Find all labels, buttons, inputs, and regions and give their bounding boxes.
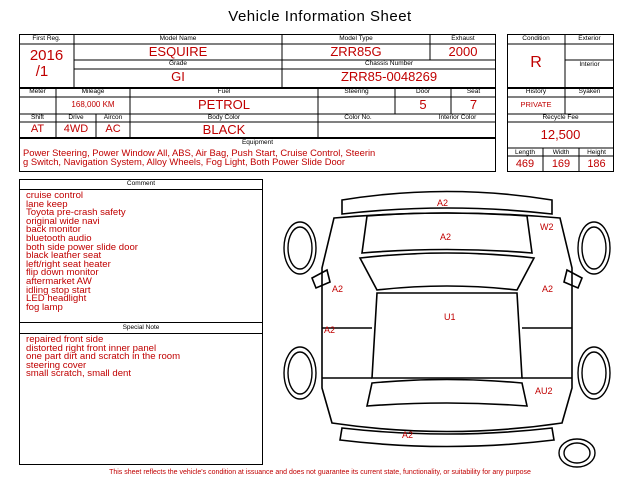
special-note-label: Special Note	[20, 324, 262, 334]
meter-label: Meter	[29, 88, 46, 95]
tire-front-left	[284, 222, 316, 274]
sheet-title: Vehicle Information Sheet	[228, 8, 412, 25]
comment-item: lane keep	[26, 198, 68, 210]
first-reg-label: First Reg.	[32, 35, 61, 42]
comment-box	[19, 179, 263, 323]
comment-item: back monitor	[26, 224, 81, 236]
grade-label: Grade	[168, 60, 188, 67]
equipment-label: Equipment	[241, 139, 274, 146]
mark-right-rear: AU2	[535, 386, 553, 396]
mark-front-right: W2	[540, 222, 554, 232]
mark-left-fender: A2	[332, 284, 344, 294]
body-outline	[322, 213, 572, 432]
shift-value: AT	[30, 123, 45, 135]
model-type-value: ZRR85G	[330, 44, 382, 59]
mark-left-door: A2	[324, 325, 336, 335]
syaken-label: Syaken	[578, 88, 601, 95]
aircon-value: AC	[105, 123, 121, 135]
comment-label: Comment	[20, 180, 262, 190]
comment-item: bluetooth audio	[26, 232, 92, 244]
body-color-value: BLACK	[202, 122, 246, 137]
special-note-item: steering cover	[26, 359, 87, 371]
mark-roof: U1	[444, 312, 456, 322]
special-note-item: one part dirt and scratch in the room	[26, 351, 181, 363]
fuel-label: Fuel	[217, 88, 231, 95]
body-color-label: Body Color	[207, 114, 241, 121]
interior-label: Interior	[579, 61, 600, 68]
comment-list	[26, 192, 262, 312]
comment-item: original wide navi	[26, 215, 100, 227]
comment-item: both side power slide door	[26, 241, 138, 253]
mark-front-bumper: A2	[437, 198, 449, 208]
mark-hood: A2	[440, 232, 452, 242]
mileage-label: Mileage	[81, 88, 105, 95]
seat-value: 7	[469, 97, 478, 112]
history-box	[507, 88, 614, 172]
first-reg-month: /1	[35, 63, 49, 80]
mark-right-fender: A2	[542, 284, 554, 294]
tire-rear-left	[284, 347, 316, 399]
shift-label: Shift	[30, 114, 44, 121]
fuel-value: PETROL	[197, 97, 250, 112]
comment-item: LED headlight	[26, 293, 87, 305]
comment-item: cruise control	[26, 190, 84, 201]
model-type-label: Model Type	[339, 35, 373, 42]
info-table-top	[19, 34, 496, 88]
chassis-value: ZRR85-0048269	[340, 69, 438, 84]
special-note-list	[26, 336, 262, 379]
door-value: 5	[419, 97, 427, 112]
exterior-label: Exterior	[578, 35, 601, 42]
equipment-line-1: Power Steering, Power Window All, ABS, Air Bag, Push Start, Cruise Control, Steerin	[23, 147, 376, 158]
tire-front-right	[578, 222, 610, 274]
exhaust-label: Exhaust	[451, 35, 475, 42]
condition-value: R	[530, 54, 542, 71]
width-value: 169	[551, 158, 571, 170]
comment-item: left/right seat heater	[26, 258, 111, 270]
car-diagram	[272, 178, 622, 468]
windshield-outline	[360, 253, 534, 290]
aircon-label: Aircon	[103, 114, 123, 121]
comment-item: idling stop start	[26, 284, 91, 296]
steering-label: Steering	[344, 88, 369, 95]
condition-label: Condition	[522, 35, 550, 42]
equipment-line-2: g Switch, Navigation System, Alloy Wheels, Fog Light, Both Power Slide Door	[23, 156, 346, 167]
first-reg-year: 2016	[29, 47, 64, 64]
mileage-value: 168,000 KM	[71, 100, 115, 109]
comment-item: aftermarket AW	[26, 275, 92, 287]
model-name-value: ESQUIRE	[148, 44, 208, 59]
rear-glass-outline	[367, 380, 527, 407]
cabin-outline	[372, 293, 522, 378]
special-note-box	[19, 323, 263, 465]
width-label: Width	[552, 149, 570, 156]
grade-value: GI	[171, 69, 185, 84]
height-value: 186	[587, 158, 606, 170]
length-label: Length	[515, 149, 535, 156]
interior-color-label: Interior Color	[438, 114, 477, 121]
footer-disclaimer: This sheet reflects the vehicle's condition at issuance and does not guarantee its current state, functionality, or suitability for any purpose	[109, 469, 531, 476]
comment-item: Toyota pre-crash safety	[26, 207, 126, 219]
comment-item: flip down monitor	[26, 267, 99, 279]
door-label: Door	[415, 88, 431, 95]
exhaust-value: 2000	[448, 44, 478, 59]
length-value: 469	[515, 158, 535, 170]
height-label: Height	[587, 149, 606, 156]
drive-label: Drive	[68, 114, 84, 121]
equipment-box	[19, 138, 496, 172]
seat-label: Seat	[466, 88, 481, 95]
tire-rear-right	[578, 347, 610, 399]
recycle-label: Recycle Fee	[542, 114, 579, 121]
condition-box	[507, 34, 614, 88]
special-note-item: distorted right front inner panel	[26, 342, 157, 354]
recycle-value: 12,500	[540, 127, 581, 142]
history-value: PRIVATE	[520, 100, 552, 109]
model-name-label: Model Name	[159, 35, 197, 42]
comment-item: black leather seat	[26, 250, 102, 262]
special-note-item: repaired front side	[26, 334, 104, 345]
info-table-mid	[19, 88, 496, 138]
comment-item: fog lamp	[26, 301, 63, 313]
left-mirror	[312, 270, 330, 288]
color-no-label: Color No.	[344, 114, 372, 121]
right-mirror	[564, 270, 582, 288]
chassis-label: Chassis Number	[364, 60, 414, 67]
special-note-item: small scratch, small dent	[26, 368, 132, 380]
mark-rear: A2	[402, 430, 414, 440]
drive-value: 4WD	[63, 123, 89, 135]
history-label: History	[525, 88, 547, 95]
